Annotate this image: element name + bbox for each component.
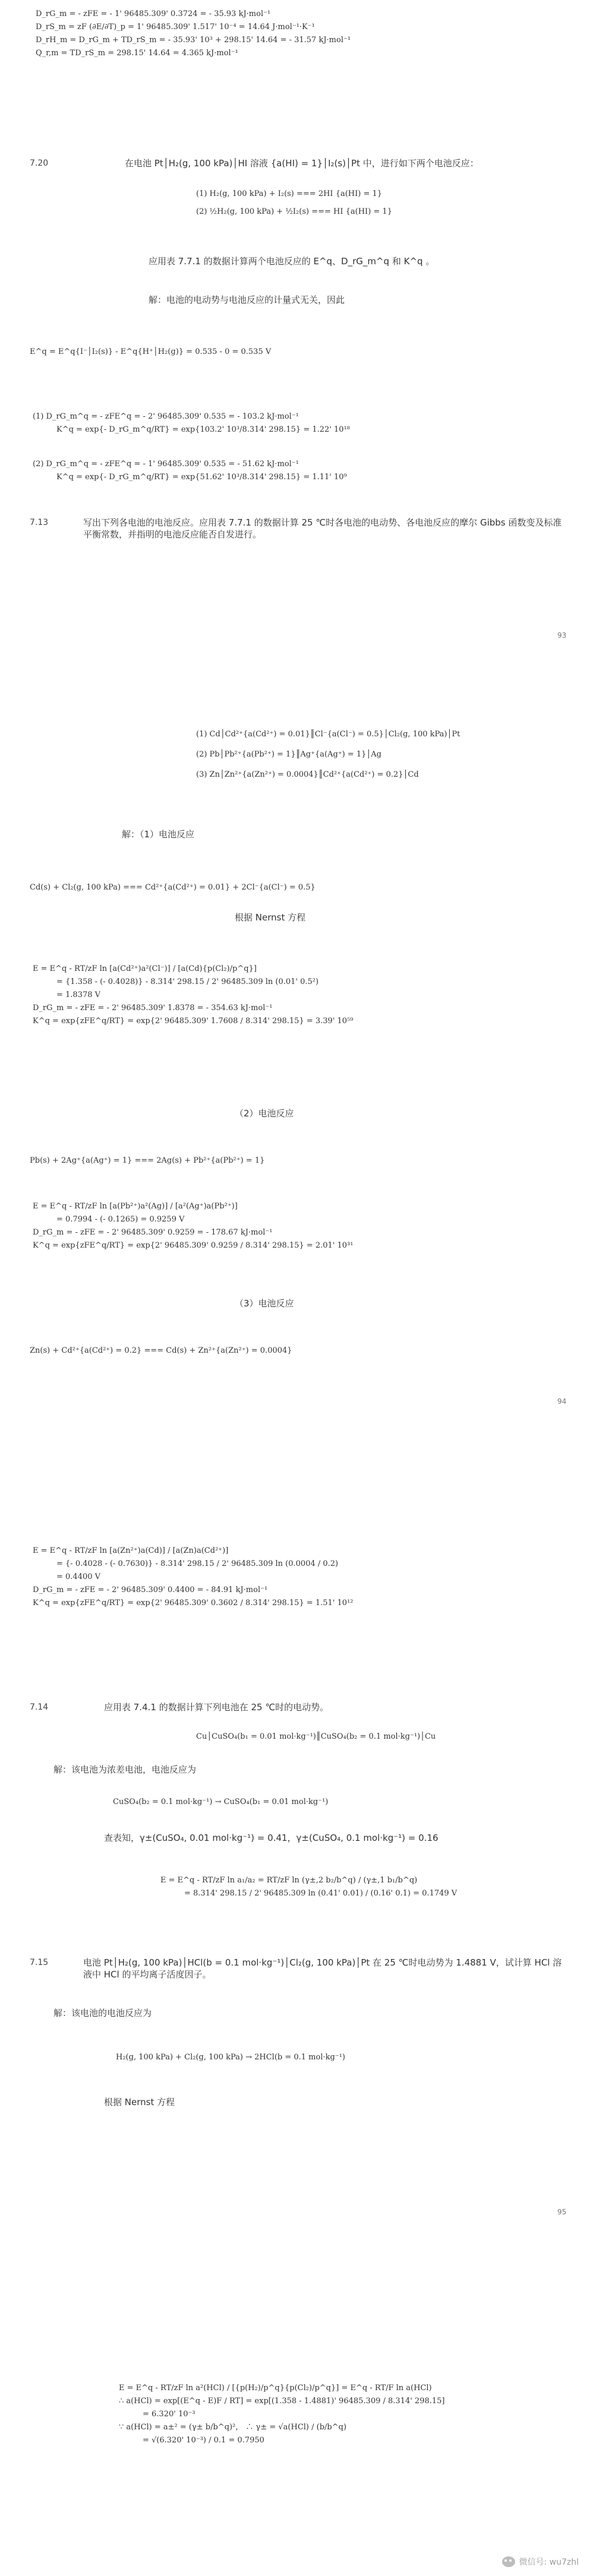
calc-block bbox=[33, 1200, 354, 1253]
task-text: 应用表 7.4.1 的数据计算下列电池在 25 ℃时的电动势。 bbox=[104, 1702, 329, 1713]
formula-line: = 0.7994 - (- 0.1265) = 0.9259 V bbox=[56, 1215, 185, 1224]
result-2 bbox=[33, 457, 347, 485]
cell-line: Cu│CuSO₄(b₁ = 0.01 mol·kg⁻¹)║CuSO₄(b₂ = 0.1 mol·kg⁻¹)│Cu bbox=[196, 1732, 436, 1741]
reaction-list bbox=[196, 187, 392, 219]
formula-line: = 0.4400 V bbox=[56, 1572, 101, 1581]
reaction-line: Zn(s) + Cd²⁺{a(Cd²⁺) = 0.2} === Cd(s) + Zn²⁺{a(Zn²⁺) = 0.0004} bbox=[30, 1346, 292, 1355]
problem-number: 7.13 bbox=[30, 518, 49, 527]
formula-line: D_rG_m = - zFE = - 1' 96485.309' 0.3724 = - 35.93 kJ·mol⁻¹ bbox=[36, 10, 271, 18]
formula-line: ∴ a(HCl) = exp[(E^q - E)F / RT] = exp[(1.358 - 1.4881)' 96485.309 / 8.314' 298.15] bbox=[119, 2397, 445, 2406]
top-formulas bbox=[36, 7, 351, 61]
emf-formula: E^q = E^q{I⁻│I₂(s)} - E^q{H⁺│H₂(g)} = 0.535 - 0 = 0.535 V bbox=[30, 347, 272, 356]
cell-line: (1) Cd│Cd²⁺{a(Cd²⁺) = 0.01}║Cl⁻{a(Cl⁻) = 0.5}│Cl₂(g, 100 kPa)│Pt bbox=[196, 730, 460, 739]
reaction-line: Pb(s) + 2Ag⁺{a(Ag⁺) = 1} === 2Ag(s) + Pb²⁺{a(Pb²⁺) = 1} bbox=[30, 1156, 265, 1165]
nernst-text: 根据 Nernst 方程 bbox=[235, 912, 306, 923]
page-number: 95 bbox=[557, 2208, 567, 2216]
problem-intro: 在电池 Pt│H₂(g, 100 kPa)│HI 溶液 {a(HI) = 1}│I₂(s)│Pt 中，进行如下两个电池反应： bbox=[125, 158, 479, 169]
nernst-text: 根据 Nernst 方程 bbox=[104, 2097, 175, 2107]
calc-block bbox=[33, 1544, 354, 1610]
answer-text: 解：该电池为浓差电池，电池反应为 bbox=[53, 1764, 197, 1775]
problem-number: 7.14 bbox=[30, 1702, 49, 1712]
cell-line: (3) Zn│Zn²⁺{a(Zn²⁺) = 0.0004}║Cd²⁺{a(Cd²⁺) = 0.2}│Cd bbox=[196, 770, 419, 779]
task-text: 写出下列各电池的电池反应。应用表 7.7.1 的数据计算 25 ℃时各电池的电动势、各电池反应的摩尔 Gibbs 函数变及标准平衡常数，并指明的电池反应能否自发进行。 bbox=[83, 517, 562, 540]
sub-heading: （3）电池反应 bbox=[235, 1298, 294, 1309]
reaction-line: H₂(g, 100 kPa) + Cl₂(g, 100 kPa) → 2HCl(b = 0.1 mol·kg⁻¹) bbox=[116, 2053, 345, 2062]
formula-line: (1) D_rG_m^q = - zFE^q = - 2' 96485.309' 0.535 = - 103.2 kJ·mol⁻¹ bbox=[33, 412, 299, 421]
wechat-icon bbox=[502, 2556, 515, 2567]
page-number: 93 bbox=[557, 631, 567, 640]
table-lookup: 查表知，γ±(CuSO₄, 0.01 mol·kg⁻¹) = 0.41，γ±(CuSO₄, 0.1 mol·kg⁻¹) = 0.16 bbox=[104, 1833, 439, 1843]
formula-line: D_rG_m = - zFE = - 2' 96485.309' 0.4400 = - 84.91 kJ·mol⁻¹ bbox=[33, 1586, 268, 1594]
formula-line: E = E^q - RT/zF ln a²(HCl) / [{p(H₂)/p^q}{p(Cl₂)/p^q}] = E^q - RT/F ln a(HCl) bbox=[119, 2384, 432, 2393]
formula-line: K^q = exp{- D_rG_m^q/RT} = exp{51.62' 10³/8.314' 298.15} = 1.11' 10⁹ bbox=[56, 473, 347, 482]
formula-line: = 6.320' 10⁻³ bbox=[143, 2410, 195, 2419]
formula-line: (2) D_rG_m^q = - zFE^q = - 1' 96485.309' 0.535 = - 51.62 kJ·mol⁻¹ bbox=[33, 460, 299, 469]
formula-line: Q_r,m = TD_rS_m = 298.15' 14.64 = 4.365 kJ·mol⁻¹ bbox=[36, 49, 238, 58]
formula-line: = {1.358 - (- 0.4028)} - 8.314' 298.15 / 2' 96485.309 ln (0.01' 0.5²) bbox=[56, 977, 319, 986]
formula-line: E = E^q - RT/zF ln a₁/a₂ = RT/zF ln (γ±,2 b₂/b^q) / (γ±,1 b₁/b^q) bbox=[160, 1876, 418, 1885]
reaction-line: (1) H₂(g, 100 kPa) + I₂(s) === 2HI {a(HI) = 1} bbox=[196, 189, 383, 198]
problem-number: 7.15 bbox=[30, 1958, 49, 1967]
formula-line: D_rG_m = - zFE = - 2' 96485.309' 1.8378 = - 354.63 kJ·mol⁻¹ bbox=[33, 1004, 273, 1012]
formula-line: D_rH_m = D_rG_m + TD_rS_m = - 35.93' 10³ + 298.15' 14.64 = - 31.57 kJ·mol⁻¹ bbox=[36, 36, 351, 45]
formula-line: = {- 0.4028 - (- 0.7630)} - 8.314' 298.15 / 2' 96485.309 ln (0.0004 / 0.2) bbox=[56, 1559, 339, 1568]
answer-text: 解：该电池的电池反应为 bbox=[53, 2008, 152, 2018]
reaction-line: (2) ½H₂(g, 100 kPa) + ½I₂(s) === HI {a(HI) = 1} bbox=[196, 207, 392, 216]
cell-list bbox=[196, 727, 460, 782]
formula-line: = 8.314' 298.15 / 2' 96485.309 ln (0.41' 0.01) / (0.16' 0.1) = 0.1749 V bbox=[184, 1889, 458, 1898]
formula-line: D_rS_m = zF (∂E/∂T)_p = 1' 96485.309' 1.517' 10⁻⁴ = 14.64 J·mol⁻¹·K⁻¹ bbox=[36, 23, 315, 31]
calc-block bbox=[119, 2381, 445, 2448]
formula-line: ∵ a(HCl) = a±² = (γ± b/b^q)²， ∴ γ± = √a(HCl) / (b/b^q) bbox=[119, 2423, 347, 2432]
calc-block bbox=[33, 962, 354, 1028]
answer-text: 解：电池的电动势与电池反应的计量式无关，因此 bbox=[149, 295, 345, 305]
result-1 bbox=[33, 410, 350, 437]
reaction-line: Cd(s) + Cl₂(g, 100 kPa) === Cd²⁺{a(Cd²⁺) = 0.01} + 2Cl⁻{a(Cl⁻) = 0.5} bbox=[30, 883, 316, 892]
task-text: 应用表 7.7.1 的数据计算两个电池反应的 E^q、D_rG_m^q 和 K^q 。 bbox=[149, 256, 435, 267]
formula-line: = 1.8378 V bbox=[56, 990, 101, 999]
reaction-line: CuSO₄(b₂ = 0.1 mol·kg⁻¹) → CuSO₄(b₁ = 0.01 mol·kg⁻¹) bbox=[113, 1797, 329, 1806]
page-number: 94 bbox=[557, 1397, 567, 1406]
formula-line: K^q = exp{zFE^q/RT} = exp{2' 96485.309' 0.3602 / 8.314' 298.15} = 1.51' 10¹² bbox=[33, 1599, 354, 1607]
formula-line: D_rG_m = - zFE = - 2' 96485.309' 0.9259 = - 178.67 kJ·mol⁻¹ bbox=[33, 1228, 273, 1237]
formula-line: = √(6.320' 10⁻³) / 0.1 = 0.7950 bbox=[143, 2436, 264, 2445]
cell-line: (2) Pb│Pb²⁺{a(Pb²⁺) = 1}║Ag⁺{a(Ag⁺) = 1}│Ag bbox=[196, 750, 381, 759]
formula-line: E = E^q - RT/zF ln [a(Pb²⁺)a²(Ag)] / [a²(Ag⁺)a(Pb²⁺)] bbox=[33, 1202, 238, 1211]
formula-line: K^q = exp{- D_rG_m^q/RT} = exp{103.2' 10³/8.314' 298.15} = 1.22' 10¹⁸ bbox=[56, 425, 350, 434]
watermark-text: 微信号: wu7zhl bbox=[519, 2558, 579, 2567]
formula-line: K^q = exp{zFE^q/RT} = exp{2' 96485.309' 1.7608 / 8.314' 298.15} = 3.39' 10⁵⁹ bbox=[33, 1017, 354, 1026]
problem-number: 7.20 bbox=[30, 159, 49, 168]
formula-line: E = E^q - RT/zF ln [a(Cd²⁺)a²(Cl⁻)] / [a(Cd){p(Cl₂)/p^q}] bbox=[33, 964, 257, 973]
formula-line: K^q = exp{zFE^q/RT} = exp{2' 96485.309' 0.9259 / 8.314' 298.15} = 2.01' 10³¹ bbox=[33, 1241, 354, 1250]
calc-block bbox=[160, 1874, 457, 1901]
sub-heading: （2）电池反应 bbox=[235, 1108, 294, 1119]
watermark bbox=[502, 2556, 579, 2568]
formula-line: E = E^q - RT/zF ln [a(Zn²⁺)a(Cd)] / [a(Zn)a(Cd²⁺)] bbox=[33, 1546, 229, 1555]
answer-text: 解：（1）电池反应 bbox=[122, 829, 195, 840]
task-text: 电池 Pt│H₂(g, 100 kPa)│HCl(b = 0.1 mol·kg⁻¹)│Cl₂(g, 100 kPa)│Pt 在 25 ℃时电动势为 1.4881 V，试计算 HCl 溶液中 HCl 的平均离子活度因子。 bbox=[83, 1957, 562, 1980]
